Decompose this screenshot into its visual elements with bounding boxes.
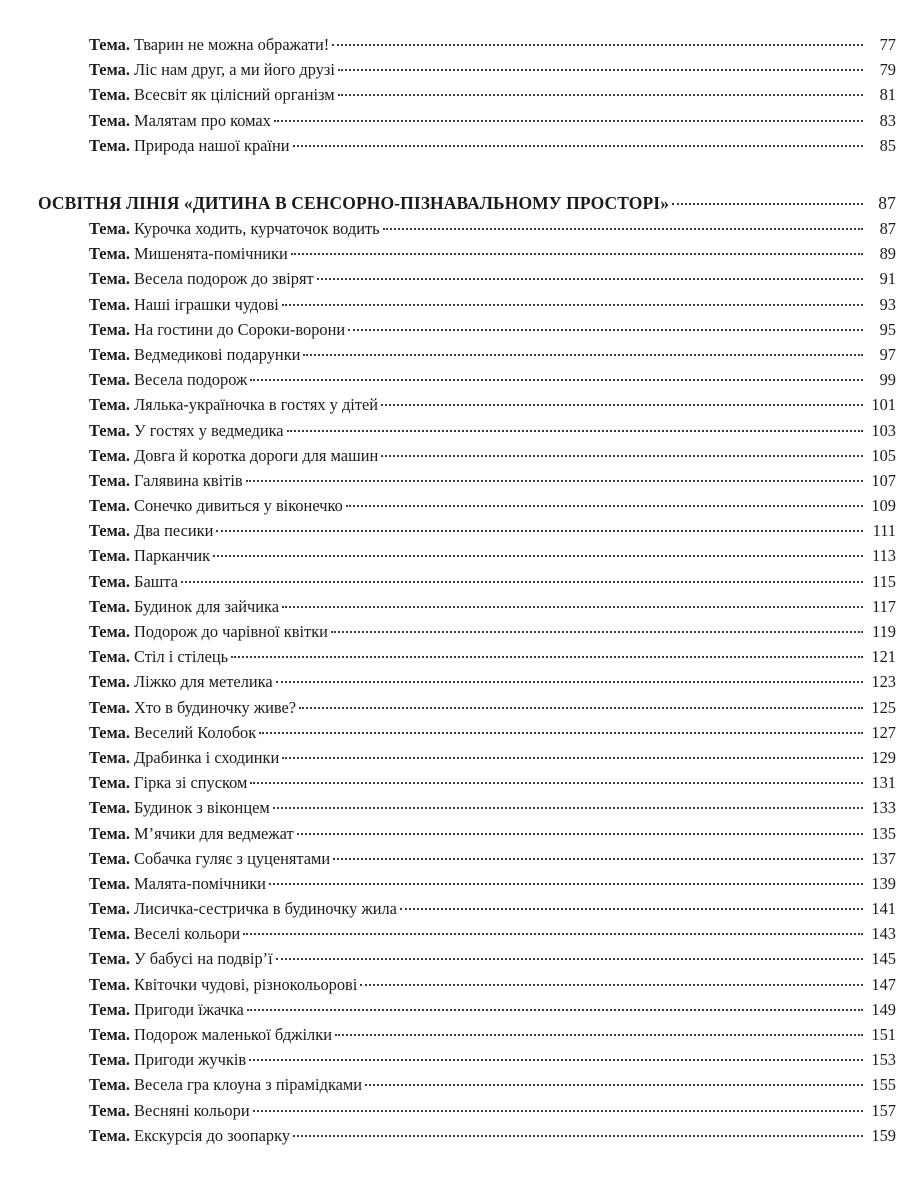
toc-entry-prefix: Тема.: [89, 899, 130, 919]
toc-entry-text: [89, 244, 288, 264]
toc-entry-prefix: Тема.: [89, 924, 130, 944]
toc-entry-title: Весела подорож до звірят: [134, 269, 314, 289]
toc-entry-group-b-35[interactable]: [89, 1075, 896, 1100]
toc-entry-title: Квіточки чудові, різнокольорові: [134, 974, 358, 994]
toc-entry-group-a-2[interactable]: [89, 60, 896, 85]
toc-entry-page-number: 131: [871, 773, 896, 793]
toc-entry-text: [89, 1101, 250, 1121]
toc-entry-page-number: 85: [879, 135, 896, 155]
dot-leader: [338, 94, 863, 96]
toc-entry-prefix: Тема.: [89, 622, 130, 641]
toc-entry-page-number: 81: [879, 85, 896, 105]
toc-entry-group-b-22[interactable]: [89, 748, 896, 773]
toc-entry-group-b-32[interactable]: [89, 1000, 896, 1025]
toc-entry-group-b-17[interactable]: [89, 622, 896, 647]
toc-entry-page-number: 125: [871, 697, 896, 717]
toc-entry-group-b-27[interactable]: [89, 874, 896, 899]
toc-entry-title: Мишенята-помічники: [134, 244, 288, 264]
dot-leader: [216, 530, 863, 532]
toc-entry-title: Два песики: [134, 521, 214, 541]
toc-entry-group-b-13[interactable]: [89, 521, 896, 546]
toc-entry-page-number: 157: [871, 1100, 896, 1120]
toc-entry-title: На гостини до Сороки-ворони: [134, 319, 346, 339]
dot-leader: [282, 304, 863, 306]
toc-entry-title: Веселі кольори: [134, 924, 241, 944]
toc-entry-page-number: 91: [879, 269, 896, 289]
toc-entry-group-b-14[interactable]: [89, 546, 896, 571]
dot-leader: [181, 581, 863, 583]
toc-entry-group-a-4[interactable]: [89, 111, 896, 136]
toc-entry-text: [89, 421, 284, 441]
toc-entry-group-b-29[interactable]: [89, 924, 896, 949]
toc-entry-title: Екскурсія до зоопарку: [134, 1125, 291, 1145]
toc-entry-title: Веселий Колобок: [134, 722, 257, 742]
toc-entry-page-number: 99: [879, 370, 896, 390]
toc-entry-page-number: 139: [871, 873, 896, 893]
toc-entry-prefix: Тема.: [89, 1075, 130, 1095]
toc-entry-prefix: Тема.: [89, 1100, 130, 1120]
toc-entry-title: Весела гра клоуна з пірамідками: [134, 1075, 363, 1095]
toc-entry-page-number: 95: [879, 319, 896, 339]
toc-entry-text: [89, 111, 271, 131]
toc-entry-page-number: 87: [879, 219, 896, 238]
toc-entry-page-number: 119: [872, 622, 896, 641]
toc-entry-group-b-1[interactable]: [89, 219, 896, 244]
dot-leader: [297, 833, 863, 835]
dot-leader: [383, 228, 863, 230]
toc-entry-prefix: Тема.: [89, 269, 130, 289]
toc-entry-text: [89, 874, 266, 894]
toc-entry-text: [89, 446, 378, 466]
toc-entry-group-b-10[interactable]: [89, 446, 896, 471]
toc-entry-text: [89, 773, 247, 793]
toc-entry-title: Природа нашої країни: [134, 135, 290, 155]
toc-entry-text: [89, 521, 213, 541]
toc-entry-group-b-4[interactable]: [89, 295, 896, 320]
toc-entry-prefix: Тема.: [89, 1050, 130, 1070]
dot-leader: [249, 1059, 863, 1061]
toc-entry-title: Пригоди їжачка: [134, 999, 244, 1019]
toc-entry-page-number: 159: [871, 1125, 896, 1145]
toc-entry-page-number: 149: [871, 999, 896, 1019]
toc-entry-title: М’ячики для ведмежат: [134, 823, 294, 843]
toc-entry-prefix: Тема.: [89, 873, 130, 893]
toc-entry-group-b-19[interactable]: [89, 672, 896, 697]
toc-group-sensory-cognitive-section: [0, 193, 918, 1151]
toc-entry-page-number: 147: [871, 974, 896, 994]
toc-entry-group-b-6[interactable]: [89, 345, 896, 370]
toc-entry-group-b-28[interactable]: [89, 899, 896, 924]
toc-entry-prefix: Тема.: [89, 370, 130, 390]
dot-leader: [282, 606, 863, 608]
dot-leader: [332, 44, 863, 46]
toc-entry-text: [89, 723, 256, 743]
toc-entry-text: [89, 949, 273, 969]
toc-entry-page-number: 111: [872, 521, 896, 541]
toc-entry-text: [89, 698, 296, 718]
toc-entry-prefix: Тема.: [89, 571, 130, 591]
toc-entry-title: Галявина квітів: [134, 470, 243, 490]
toc-entry-prefix: Тема.: [89, 672, 130, 692]
toc-entry-title: Малята-помічники: [134, 873, 266, 893]
toc-entry-title: Стіл і стілець: [134, 647, 229, 667]
toc-entry-text: [89, 899, 397, 919]
toc-entry-title: Парканчик: [134, 546, 211, 566]
toc-entry-title: Хто в будиночку живе?: [134, 697, 297, 717]
toc-entry-group-b-30[interactable]: [89, 949, 896, 974]
dot-leader: [231, 656, 863, 658]
toc-entry-group-a-3[interactable]: [89, 85, 896, 110]
toc-entry-text: [89, 975, 357, 995]
toc-entry-group-b-15[interactable]: [89, 572, 896, 597]
toc-entry-group-b-24[interactable]: [89, 798, 896, 823]
toc-entry-prefix: Тема.: [89, 596, 130, 616]
toc-entry-text: [89, 1050, 246, 1070]
toc-entry-prefix: Тема.: [89, 135, 130, 155]
toc-entry-page-number: 137: [871, 848, 896, 868]
dot-leader: [250, 379, 863, 381]
toc-entry-prefix: Тема.: [89, 521, 130, 541]
toc-entry-title: Подорож маленької бджілки: [134, 1025, 332, 1044]
toc-entry-page-number: 83: [879, 110, 896, 130]
dot-leader: [246, 480, 863, 482]
toc-entry-prefix: Тема.: [89, 546, 130, 566]
toc-entry-page-number: 151: [871, 1025, 896, 1044]
toc-entry-group-b-31[interactable]: [89, 975, 896, 1000]
toc-entry-page-number: 93: [879, 294, 896, 314]
toc-entry-prefix: Тема.: [89, 244, 130, 264]
toc-entry-group-b-18[interactable]: [89, 647, 896, 672]
toc-entry-group-b-8[interactable]: [89, 395, 896, 420]
toc-entry-title: Ліжко для метелика: [134, 672, 273, 692]
toc-entry-page-number: 117: [872, 596, 896, 616]
toc-entry-page-number: 153: [871, 1050, 896, 1070]
toc-entry-prefix: Тема.: [89, 949, 130, 969]
toc-entry-text: [89, 1126, 290, 1146]
toc-entry-text: [89, 85, 335, 105]
dot-leader: [338, 69, 863, 71]
toc-entry-prefix: Тема.: [89, 420, 130, 440]
dot-leader: [400, 908, 863, 910]
toc-entry-text: [89, 60, 335, 80]
toc-entry-text: [89, 597, 279, 617]
toc-entry-prefix: Тема.: [89, 747, 130, 767]
toc-entry-text: [89, 1025, 332, 1045]
toc-entry-group-a-5[interactable]: [89, 136, 896, 161]
dot-leader: [348, 329, 863, 331]
toc-entry-prefix: Тема.: [89, 1025, 130, 1044]
toc-entry-text: [89, 824, 294, 844]
toc-entry-text: [89, 471, 243, 491]
dot-leader: [293, 145, 863, 147]
toc-entry-title: Пригоди жучків: [134, 1050, 247, 1070]
toc-entry-page-number: 155: [871, 1075, 896, 1095]
toc-entry-text: [89, 219, 380, 239]
dot-leader: [269, 883, 863, 885]
toc-entry-group-b-25[interactable]: [89, 824, 896, 849]
toc-entry-prefix: Тема.: [89, 344, 130, 364]
toc-entry-group-b-16[interactable]: [89, 597, 896, 622]
dot-leader: [346, 505, 863, 507]
section-heading-row[interactable]: [38, 193, 896, 219]
dot-leader: [303, 354, 863, 356]
toc-entry-group-b-12[interactable]: [89, 496, 896, 521]
toc-entry-text: [89, 370, 247, 390]
toc-entry-text: [89, 295, 279, 315]
toc-entry-page-number: 77: [879, 35, 896, 54]
toc-entry-page-number: 101: [871, 395, 896, 415]
toc-entry-prefix: Тема.: [89, 35, 130, 54]
toc-entry-page-number: 97: [879, 344, 896, 364]
toc-entry-text: [89, 546, 210, 566]
toc-entry-prefix: Тема.: [89, 798, 130, 818]
toc-entry-title: Весела подорож: [134, 370, 248, 390]
toc-entry-group-b-34[interactable]: [89, 1050, 896, 1075]
toc-entry-group-b-37[interactable]: [89, 1126, 896, 1151]
toc-entry-title: Будинок з віконцем: [134, 798, 270, 818]
toc-entry-page-number: 109: [871, 496, 896, 516]
toc-entry-text: [89, 924, 240, 944]
toc-entry-group-b-26[interactable]: [89, 849, 896, 874]
toc-entry-group-b-2[interactable]: [89, 244, 896, 269]
dot-leader: [250, 782, 863, 784]
toc-entry-group-b-9[interactable]: [89, 421, 896, 446]
dot-leader: [672, 203, 863, 205]
toc-entry-text: [89, 1075, 362, 1095]
toc-entry-prefix: Тема.: [89, 697, 130, 717]
toc-entry-text: [89, 1000, 244, 1020]
toc-entry-title: Малятам про комах: [134, 110, 271, 130]
dot-leader: [276, 958, 863, 960]
toc-entry-text: [89, 748, 279, 768]
dot-leader: [259, 732, 863, 734]
toc-entry-text: [89, 269, 314, 289]
toc-entry-page-number: 103: [871, 420, 896, 440]
toc-entry-page-number: 145: [871, 949, 896, 969]
dot-leader: [331, 631, 863, 633]
toc-entry-prefix: Тема.: [89, 647, 130, 667]
toc-entry-title: Будинок для зайчика: [134, 596, 280, 616]
dot-leader: [293, 1135, 863, 1137]
toc-entry-group-b-36[interactable]: [89, 1101, 896, 1126]
toc-entry-text: [89, 572, 178, 592]
toc-entry-title: Тварин не можна ображати!: [134, 35, 330, 54]
toc-entry-text: [89, 345, 300, 365]
dot-leader: [247, 1009, 863, 1011]
toc-entry-title: Наші іграшки чудові: [134, 294, 279, 314]
toc-entry-page-number: 105: [871, 445, 896, 465]
toc-entry-title: Ліс нам друг, а ми його друзі: [134, 60, 335, 80]
dot-leader: [253, 1110, 863, 1112]
toc-entry-prefix: Тема.: [89, 319, 130, 339]
dot-leader: [360, 984, 863, 986]
dot-leader: [381, 404, 863, 406]
toc-entry-title: Курочка ходить, курчаточок водить: [134, 219, 380, 238]
toc-entry-page-number: 141: [871, 899, 896, 919]
toc-entry-prefix: Тема.: [89, 395, 130, 415]
toc-entry-prefix: Тема.: [89, 496, 130, 516]
toc-group-previous-section: [0, 35, 918, 161]
toc-entry-prefix: Тема.: [89, 999, 130, 1019]
dot-leader: [291, 253, 863, 255]
toc-entry-text: [89, 496, 343, 516]
toc-entry-page-number: 89: [879, 244, 896, 264]
toc-entry-title: Весняні кольори: [134, 1100, 250, 1120]
toc-entry-page-number: 79: [879, 60, 896, 80]
toc-entry-prefix: Тема.: [89, 445, 130, 465]
dot-leader: [381, 455, 863, 457]
toc-entry-prefix: Тема.: [89, 219, 130, 238]
toc-entry-page-number: 143: [871, 924, 896, 944]
dot-leader: [317, 278, 863, 280]
toc-entry-text: [89, 136, 290, 156]
toc-entry-prefix: Тема.: [89, 722, 130, 742]
toc-entry-page-number: 121: [871, 647, 896, 667]
toc-entry-title: Гірка зі спуском: [134, 773, 248, 793]
dot-leader: [213, 555, 863, 557]
toc-entry-group-b-7[interactable]: [89, 370, 896, 395]
dot-leader: [287, 430, 863, 432]
toc-entry-prefix: Тема.: [89, 1125, 130, 1145]
toc-entry-title: Ведмедикові подарунки: [134, 344, 301, 364]
toc-entry-text: [89, 622, 328, 642]
section-heading-title: ОСВІТНЯ ЛІНІЯ «ДИТИНА В СЕНСОРНО-ПІЗНАВАЛЬНОМУ ПРОСТОРІ»: [38, 193, 670, 213]
toc-entry-prefix: Тема.: [89, 294, 130, 314]
toc-entry-page-number: 113: [872, 546, 896, 566]
toc-entry-title: Лисичка-сестричка в будиночку жила: [134, 899, 397, 919]
toc-entry-title: Драбинка і сходинки: [134, 747, 280, 767]
toc-entry-group-b-11[interactable]: [89, 471, 896, 496]
toc-entry-prefix: Тема.: [89, 470, 130, 490]
toc-entry-prefix: Тема.: [89, 974, 130, 994]
dot-leader: [243, 933, 863, 935]
dot-leader: [274, 120, 863, 122]
toc-entry-page-number: 135: [871, 823, 896, 843]
toc-entry-title: Сонечко дивиться у віконечко: [134, 496, 343, 516]
toc-entry-group-b-3[interactable]: [89, 269, 896, 294]
toc-entry-group-b-33[interactable]: [89, 1025, 896, 1050]
toc-entry-text: [89, 647, 228, 667]
toc-entry-text: [89, 395, 378, 415]
toc-entry-group-a-1[interactable]: [89, 35, 896, 60]
toc-entry-group-b-5[interactable]: [89, 320, 896, 345]
toc-entry-title: Подорож до чарівної квітки: [134, 622, 328, 641]
toc-entry-prefix: Тема.: [89, 110, 130, 130]
toc-entry-page-number: 127: [871, 722, 896, 742]
toc-entry-title: Башта: [134, 571, 178, 591]
toc-entry-page-number: 123: [871, 672, 896, 692]
toc-entry-page-number: 129: [871, 747, 896, 767]
toc-entry-prefix: Тема.: [89, 823, 130, 843]
dot-leader: [299, 707, 863, 709]
toc-entry-text: [89, 798, 270, 818]
toc-entry-page-number: 107: [871, 470, 896, 490]
toc-entry-prefix: Тема.: [89, 60, 130, 80]
toc-entry-title: Лялька-україночка в гостях у дітей: [134, 395, 379, 415]
toc-entry-text: [89, 672, 273, 692]
toc-entry-title: Довга й коротка дороги для машин: [134, 445, 379, 465]
toc-entry-title: Всесвіт як цілісний організм: [134, 85, 335, 105]
toc-entry-page-number: 133: [871, 798, 896, 818]
toc-entry-page-number: 115: [872, 571, 896, 591]
dot-leader: [273, 807, 863, 809]
dot-leader: [365, 1084, 863, 1086]
toc-entry-text: [89, 849, 330, 869]
toc-entry-group-b-23[interactable]: [89, 773, 896, 798]
toc-entry-prefix: Тема.: [89, 848, 130, 868]
toc-entry-text: [89, 35, 329, 55]
dot-leader: [335, 1034, 863, 1036]
toc-entry-text: [89, 320, 345, 340]
dot-leader: [333, 858, 863, 860]
section-heading-page-number: 87: [878, 193, 896, 213]
toc-entry-group-b-21[interactable]: [89, 723, 896, 748]
dot-leader: [282, 757, 863, 759]
toc-entry-group-b-20[interactable]: [89, 698, 896, 723]
toc-entry-title: У гостях у ведмедика: [134, 420, 284, 440]
dot-leader: [276, 681, 863, 683]
toc-entry-prefix: Тема.: [89, 85, 130, 105]
toc-entry-title: У бабусі на подвір’ї: [134, 949, 273, 969]
toc-entry-prefix: Тема.: [89, 773, 130, 793]
toc-entry-title: Собачка гуляє з цуценятами: [134, 848, 331, 868]
